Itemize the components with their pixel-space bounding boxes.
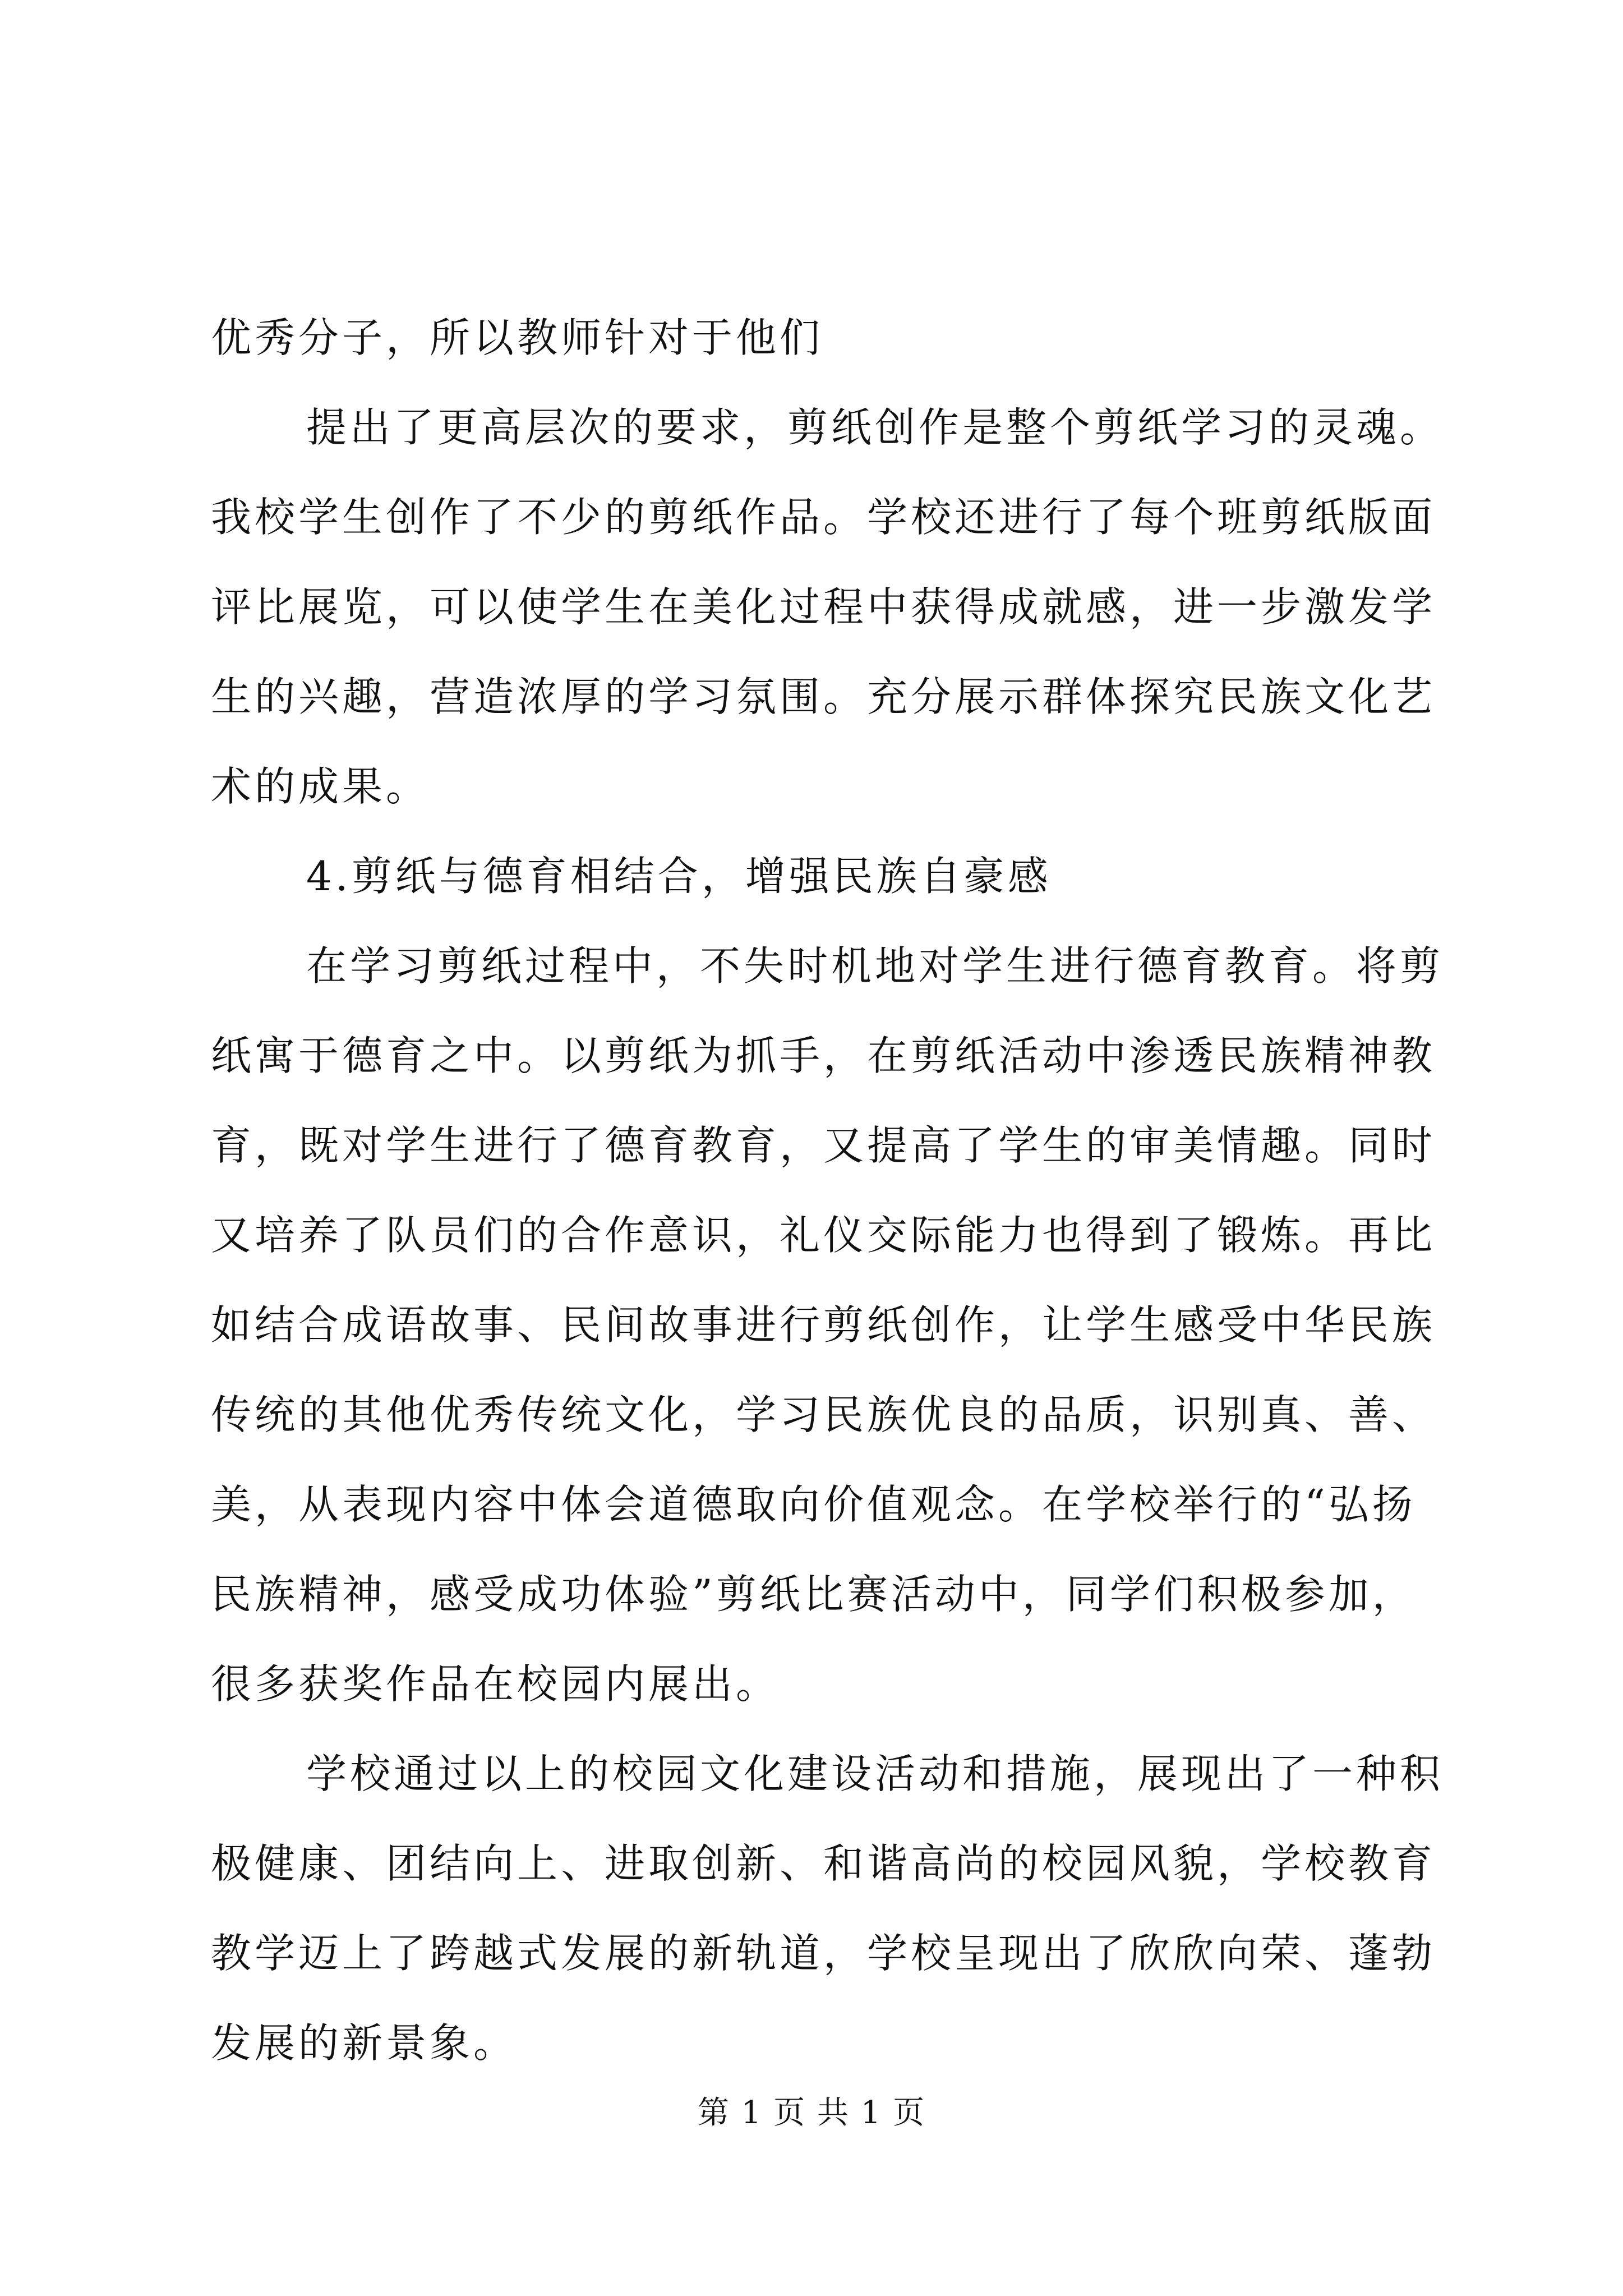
text-line: 优秀分子，所以教师针对于他们 [211, 314, 824, 361]
page-number-footer: 第 1 页 共 1 页 [697, 2095, 926, 2131]
text-line: 极健康、团结向上、进取创新、和谐高尚的校园风貌，学校教育 [211, 1840, 1436, 1887]
section-heading: 4.剪纸与德育相结合，增强民族自豪感 [306, 853, 1052, 900]
text-line: 在学习剪纸过程中，不失时机地对学生进行德育教育。将剪 [306, 942, 1444, 990]
text-line: 传统的其他优秀传统文化，学习民族优良的品质，识别真、善、 [211, 1391, 1436, 1438]
text-line: 提出了更高层次的要求，剪纸创作是整个剪纸学习的灵魂。 [306, 404, 1444, 451]
text-line: 生的兴趣，营造浓厚的学习氛围。充分展示群体探究民族文化艺 [211, 673, 1436, 720]
text-line: 育，既对学生进行了德育教育，又提高了学生的审美情趣。同时 [211, 1122, 1436, 1169]
text-line: 发展的新景象。 [211, 2019, 518, 2067]
text-line: 民族精神，感受成功体验”剪纸比赛活动中，同学们积极参加， [211, 1571, 1416, 1618]
text-line: 又培养了队员们的合作意识，礼仪交际能力也得到了锻炼。再比 [211, 1212, 1436, 1259]
text-line: 我校学生创作了不少的剪纸作品。学校还进行了每个班剪纸版面 [211, 494, 1436, 541]
text-line: 术的成果。 [211, 763, 430, 810]
text-line: 评比展览，可以使学生在美化过程中获得成就感，进一步激发学 [211, 583, 1436, 631]
text-line: 学校通过以上的校园文化建设活动和措施，展现出了一种积 [306, 1750, 1444, 1797]
text-line: 美，从表现内容中体会道德取向价值观念。在学校举行的“弘扬 [211, 1481, 1416, 1528]
text-line: 教学迈上了跨越式发展的新轨道，学校呈现出了欣欣向荣、蓬勃 [211, 1930, 1436, 1977]
text-line: 很多获奖作品在校园内展出。 [211, 1660, 780, 1708]
text-line: 纸寓于德育之中。以剪纸为抓手，在剪纸活动中渗透民族精神教 [211, 1032, 1436, 1079]
text-line: 如结合成语故事、民间故事进行剪纸创作，让学生感受中华民族 [211, 1301, 1436, 1349]
